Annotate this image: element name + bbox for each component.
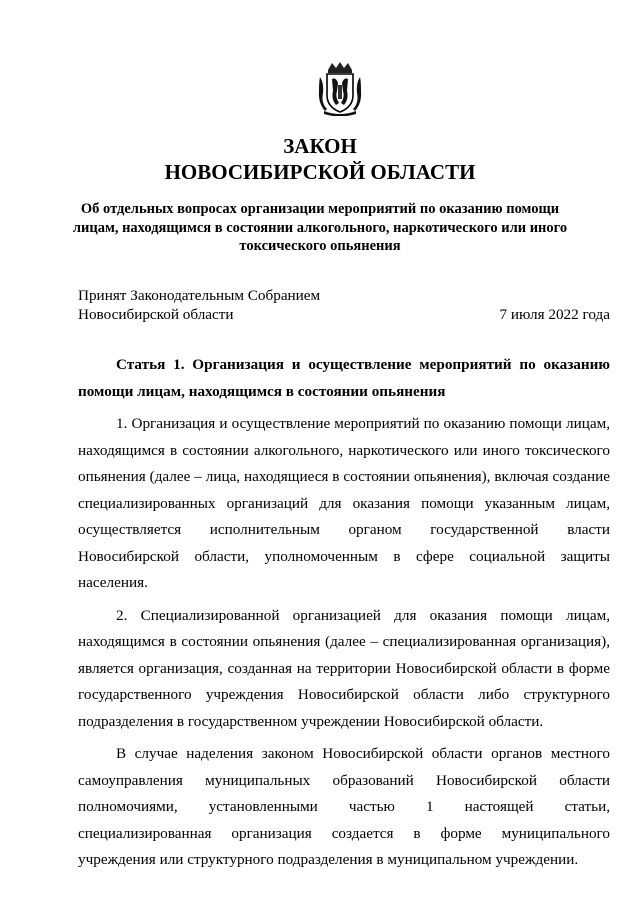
article-body xyxy=(78,352,610,874)
adoption-block xyxy=(78,286,610,324)
issuing-region-title: НОВОСИБИРСКОЙ ОБЛАСТИ xyxy=(164,160,476,184)
adoption-authority-line2: Новосибирской области xyxy=(78,306,234,323)
coat-of-arms-icon xyxy=(318,61,362,116)
article-paragraph: 1. Организация и осуществление мероприятий по оказанию помощи лицам, находящимся в состоянии алкогольного, наркотического или иного токсического опьянения (далее – лица, находящиеся в состоянии опьянения), включая создание специализированных организаций для оказания помощи указанным лицам, осуществляется исполнительным органом государственной власти Новосибирской области, уполномоченным в сфере социальной защиты населения. xyxy=(78,415,610,591)
adoption-date: 7 июля 2022 года xyxy=(499,306,610,323)
article-paragraph: В случае наделения законом Новосибирской области органов местного самоуправления муниципальных образований Новосибирской области полномочиями, установленными частью 1 настоящей статьи, специализированная организация создается в форме муниципального учреждения или структурного подразделения в муниципальном учреждении. xyxy=(78,745,610,868)
document-type-title: ЗАКОН xyxy=(283,134,357,158)
law-subject-title: Об отдельных вопросах организации мероприятий по оказанию помощи лицам, находящимся в состоянии алкогольного, наркотического или иного токсического опьянения xyxy=(72,201,568,254)
adoption-authority-line1: Принят Законодательным Собранием xyxy=(78,287,321,304)
article-heading: Статья 1. Организация и осуществление мероприятий по оказанию помощи лицам, находящимся в состоянии опьянения xyxy=(78,356,610,400)
article-paragraph: 2. Специализированной организацией для оказания помощи лицам, находящимся в состоянии опьянения (далее – специализированная организация), является организация, созданная на территории Новосибирской области в форме государственного учреждения Новосибирской области либо структурного подразделения в государственном учреждении Новосибирской области. xyxy=(78,606,610,730)
